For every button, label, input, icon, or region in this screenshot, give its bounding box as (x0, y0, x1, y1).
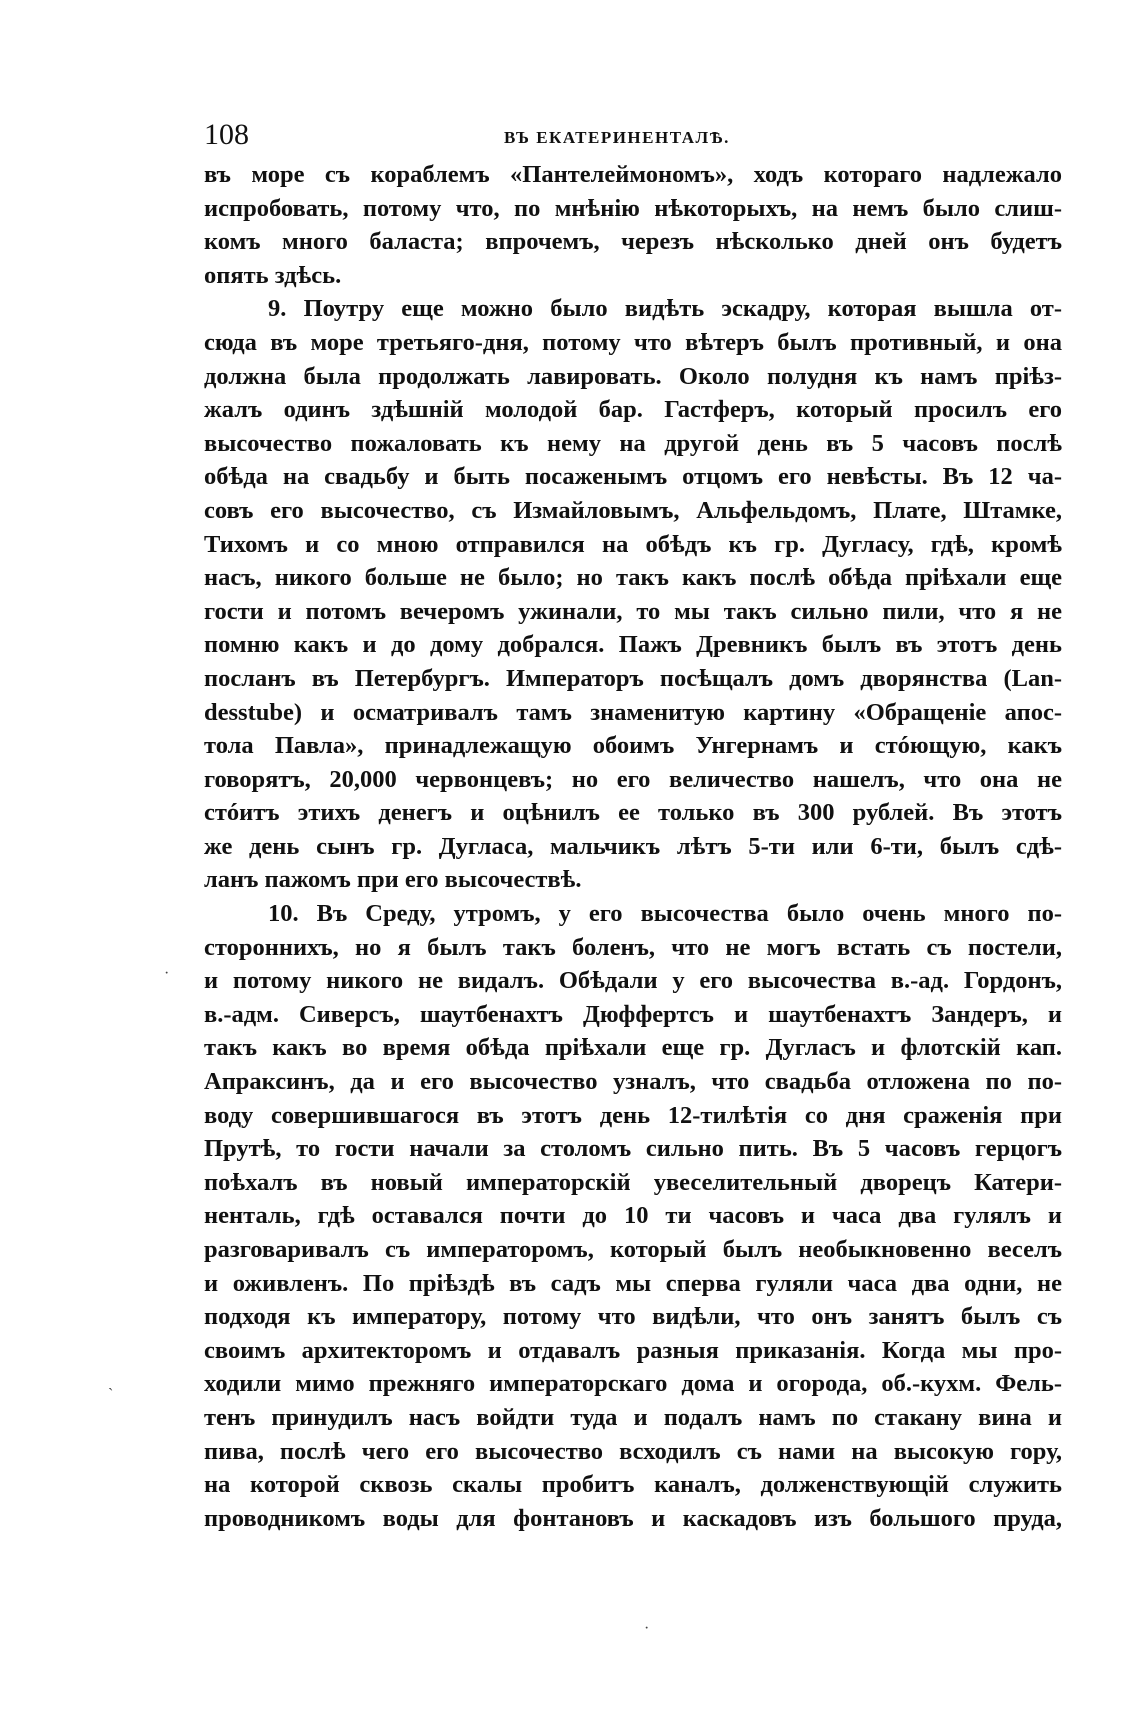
text-line: сюда въ море третьяго-дня, потому что вѣтеръ былъ противный, и она (204, 328, 1062, 356)
text-line: насъ, никого больше не было; но такъ какъ послѣ обѣда пріѣхали еще (204, 564, 1062, 592)
text-line: гости и потомъ вечеромъ ужинали, то мы такъ сильно пили, что я не (204, 597, 1062, 625)
text-line: проводникомъ воды для фонтановъ и каскадовъ изъ большого пруда, (204, 1504, 1062, 1532)
text-line: ненталь, гдѣ оставался почти до 10 ти часовъ и часа два гулялъ и (204, 1202, 1062, 1230)
text-line: обѣда на свадьбу и быть посаженымъ отцомъ его невѣсты. Въ 12 ча- (204, 463, 1062, 491)
page-header (204, 118, 1064, 158)
page-dot: · (644, 1620, 650, 1637)
text-line: помню какъ и до дому добрался. Пажъ Древникъ былъ въ этотъ день (204, 631, 1062, 659)
text-line: в.-адм. Сиверсъ, шаутбенахтъ Дюффертсъ и шаутбенахтъ Зандеръ, и (204, 1000, 1062, 1028)
text-line: стороннихъ, но я былъ такъ боленъ, что не могъ встать съ постели, (204, 933, 1062, 961)
text-line: испробовать, потому что, по мнѣнію нѣкоторыхъ, на немъ было слиш- (204, 194, 1062, 222)
text-line: своимъ архитекторомъ и отдавалъ разныя приказанія. Когда мы про- (204, 1336, 1062, 1364)
margin-dot: · (164, 965, 170, 982)
text-line: Апраксинъ, да и его высочество узналъ, что свадьба отложена по по- (204, 1068, 1062, 1096)
text-line: говорятъ, 20,000 червонцевъ; но его величество нашелъ, что она не (204, 765, 1062, 793)
text-line: жалъ одинъ здѣшній молодой бар. Гастферъ, который просилъ его (204, 396, 1062, 424)
text-line: тенъ принудилъ насъ войдти туда и подалъ намъ по стакану вина и (204, 1403, 1062, 1431)
text-line: тола Павла», принадлежащую обоимъ Унгернамъ и стóющую, какъ (204, 732, 1062, 760)
text-line: на которой сквозь скалы пробитъ каналъ, долженствующій служить (204, 1471, 1062, 1499)
text-line: ланъ пажомъ при его высочествѣ. (204, 866, 582, 894)
text-line: поѣхалъ въ новый императорскій увеселительный дворецъ Катери- (204, 1168, 1062, 1196)
text-line: ходили мимо прежняго императорскаго дома и огорода, об.-кухм. Фель- (204, 1370, 1062, 1398)
text-line: пива, послѣ чего его высочество всходилъ съ нами на высокую гору, (204, 1437, 1062, 1465)
body-text (204, 158, 1062, 1535)
text-line: Прутѣ, то гости начали за столомъ сильно пить. Въ 5 часовъ герцогъ (204, 1135, 1062, 1163)
text-line: опять здѣсь. (204, 261, 342, 289)
text-line: 10. Въ Среду, утромъ, у его высочества было очень много по- (268, 900, 1062, 928)
text-line: разговаривалъ съ императоромъ, который былъ необыкновенно веселъ (204, 1236, 1062, 1263)
text-line: 9. Поутру еще можно было видѣть эскадру, которая вышла от- (268, 295, 1062, 323)
text-line: подходя къ императору, потому что видѣли, что онъ занятъ былъ съ (204, 1303, 1062, 1331)
text-line: высочество пожаловать къ нему на другой день въ 5 часовъ послѣ (204, 429, 1062, 457)
text-line: должна была продолжать лавировать. Около полудня къ намъ пріѣз- (204, 362, 1062, 390)
text-line: комъ много баласта; впрочемъ, черезъ нѣсколько дней онъ будетъ (204, 228, 1062, 256)
text-line: Тихомъ и со мною отправился на обѣдъ къ гр. Дугласу, гдѣ, кромѣ (204, 530, 1062, 558)
text-line: и оживленъ. По пріѣздѣ въ садъ мы сперва гуляли часа два одни, не (204, 1269, 1062, 1297)
text-line: и потому никого не видалъ. Обѣдали у его высочества в.-ад. Гордонъ, (204, 967, 1062, 995)
text-line: desstube) и осматривалъ тамъ знаменитую картину «Обращеніе апос- (204, 698, 1062, 726)
text-line: въ море съ кораблемъ «Пантелеймономъ», ходъ котораго надлежало (204, 161, 1062, 188)
text-line: воду совершившагося въ этотъ день 12-тилѣтія со дня сраженія при (204, 1101, 1062, 1129)
page-number: 108 (204, 118, 249, 151)
running-title: ВЪ ЕКАТЕРИНЕНТАЛѢ. (504, 128, 730, 147)
text-line: же день сынъ гр. Дугласа, мальчикъ лѣтъ 5-ти или 6-ти, былъ сдѣ- (204, 832, 1062, 860)
text-line: такъ какъ во время обѣда пріѣхали еще гр. Дугласъ и флотскій кап. (204, 1034, 1062, 1062)
margin-tick: ˏ (108, 1374, 114, 1391)
text-line: посланъ въ Петербургъ. Императоръ посѣщалъ домъ дворянства (Lan- (204, 664, 1062, 692)
text-line: стóитъ этихъ денегъ и оцѣнилъ ее только въ 300 рублей. Въ этотъ (204, 799, 1062, 827)
text-line: совъ его высочество, съ Измайловымъ, Альфельдомъ, Плате, Штамке, (204, 496, 1062, 524)
